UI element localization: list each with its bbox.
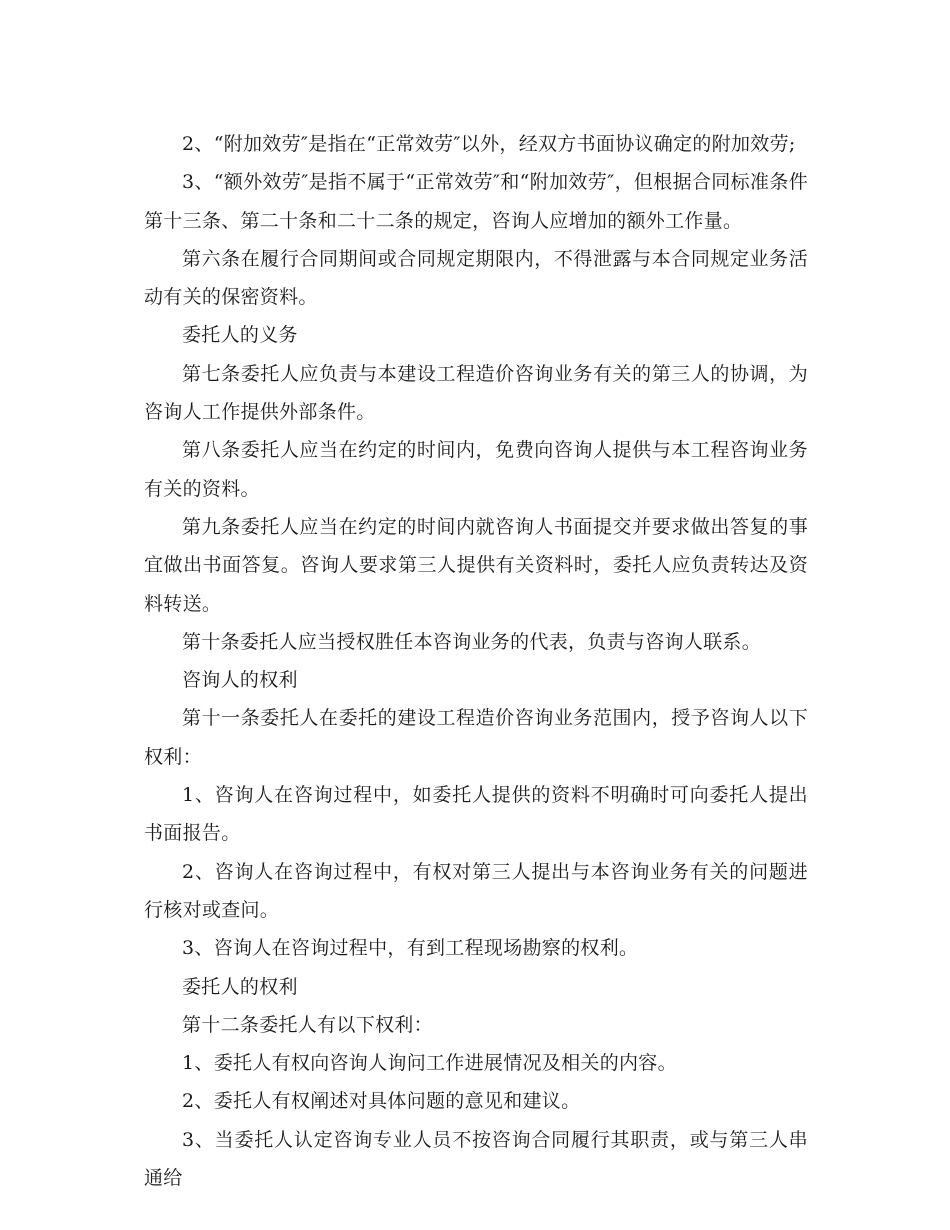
paragraph: 第十二条委托人有以下权利： — [182, 1013, 433, 1036]
paragraph: 1、委托人有权向咨询人询问工作进展情况及相关的内容。 — [182, 1052, 677, 1075]
section-heading: 咨询人的权利 — [182, 669, 298, 692]
paragraph: 1、咨询人在咨询过程中，如委托人提供的资料不明确时可向委托人提出书面报告。 — [144, 784, 808, 845]
section-heading: 委托人的权利 — [182, 975, 298, 998]
paragraph: 第八条委托人应当在约定的时间内，免费向咨询人提供与本工程咨询业务有关的资料。 — [144, 439, 808, 500]
paragraph: 3、“额外效劳″是指不属于“正常效劳″和“附加效劳″，但根据合同标准条件第十三条、第二十条和二十二条的规定，咨询人应增加的额外工作量。 — [144, 171, 808, 232]
document-body — [144, 125, 808, 1197]
paragraph: 第十一条委托人在委托的建设工程造价咨询业务范围内，授予咨询人以下权利： — [144, 707, 808, 768]
paragraph: 2、“附加效劳″是指在“正常效劳″以外，经双方书面协议确定的附加效劳; — [182, 133, 796, 155]
paragraph: 第七条委托人应负责与本建设工程造价咨询业务有关的第三人的协调，为咨询人工作提供外部条件。 — [144, 362, 808, 424]
paragraph: 2、咨询人在咨询过程中，有权对第三人提出与本咨询业务有关的问题进行核对或查问。 — [144, 860, 808, 921]
section-heading: 委托人的义务 — [182, 324, 298, 347]
paragraph: 第九条委托人应当在约定的时间内就咨询人书面提交并要求做出答复的事宜做出书面答复。咨询人要求第三人提供有关资料时，委托人应负责转达及资料转送。 — [144, 515, 808, 615]
paragraph: 第十条委托人应当授权胜任本咨询业务的代表，负责与咨询人联系。 — [182, 630, 762, 653]
paragraph: 2、委托人有权阐述对具体问题的意见和建议。 — [182, 1090, 581, 1113]
paragraph: 3、当委托人认定咨询专业人员不按咨询合同履行其职责，或与第三人串通给 — [144, 1128, 808, 1190]
paragraph: 第六条在履行合同期间或合同规定期限内，不得泄露与本合同规定业务活动有关的保密资料。 — [144, 247, 808, 309]
paragraph: 3、咨询人在咨询过程中，有到工程现场勘察的权利。 — [182, 937, 639, 960]
